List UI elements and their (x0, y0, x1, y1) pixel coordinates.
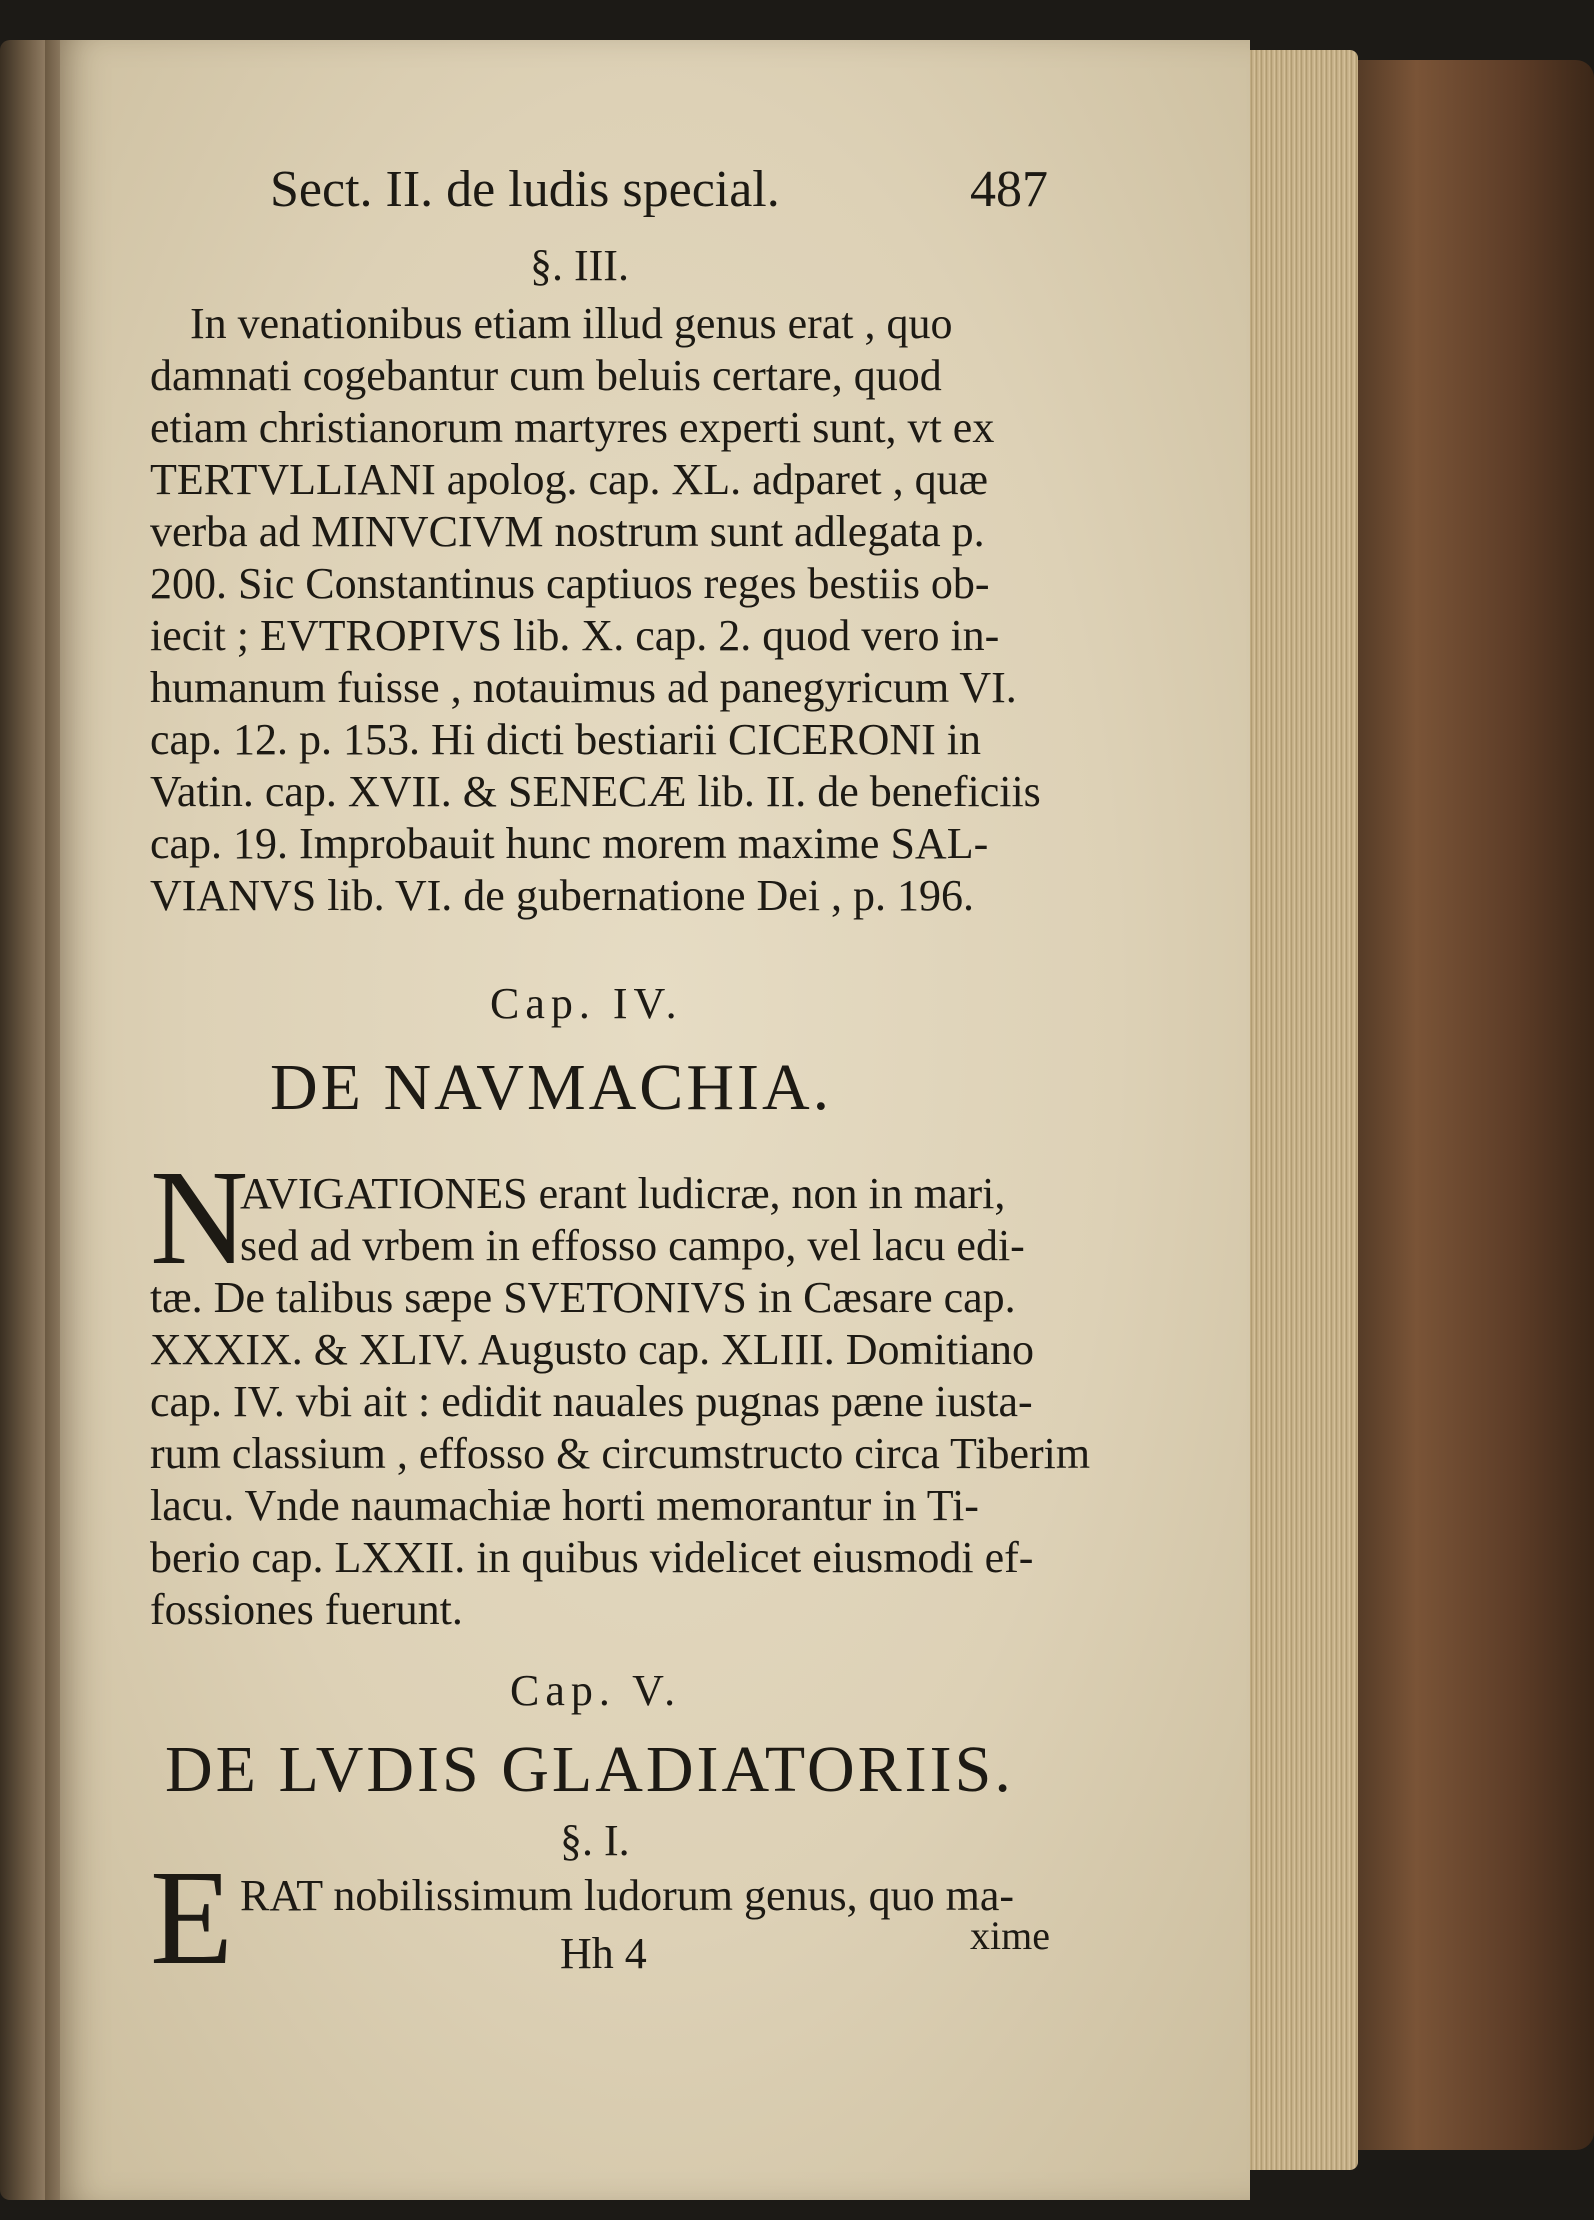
text-line: AVIGATIONES erant ludicræ, non in mari, (240, 1169, 1006, 1218)
page-number: 487 (970, 161, 1048, 218)
text-line: damnati cogebantur cum beluis certare, quod (150, 351, 942, 400)
text-line: rum classium , effosso & circumstructo circa Tiberim (150, 1429, 1091, 1478)
text-line: humanum fuisse , notauimus ad panegyricum VI. (150, 663, 1017, 712)
chapter-5-title: DE LVDIS GLADIATORIIS. (165, 1733, 1014, 1806)
text-line: XXXIX. & XLIV. Augusto cap. XLIII. Domitiano (150, 1325, 1034, 1374)
section-mark: §. III. (530, 241, 629, 290)
chapter-5-label: Cap. V. (510, 1666, 682, 1715)
text-line: In venationibus etiam illud genus erat , quo (190, 299, 953, 348)
text-line: verba ad MINVCIVM nostrum sunt adlegata p. (150, 507, 985, 556)
text-line: cap. 19. Improbauit hunc morem maxime SAL- (150, 819, 989, 868)
book-cover-edge (1340, 60, 1594, 2150)
text-line: iecit ; EVTROPIVS lib. X. cap. 2. quod vero in- (150, 611, 1000, 660)
text-line: lacu. Vnde naumachiæ horti memorantur in Ti- (150, 1481, 979, 1530)
book-page (60, 40, 1250, 2200)
catchword: xime (970, 1913, 1050, 1958)
text-line: 200. Sic Constantinus captiuos reges bestiis ob- (150, 559, 990, 608)
signature-mark: Hh 4 (560, 1929, 647, 1978)
text-line: berio cap. LXXII. in quibus videlicet eiusmodi ef- (150, 1533, 1034, 1582)
page-edges (1238, 50, 1358, 2170)
drop-cap-e: E (150, 1843, 234, 1993)
text-line: fossiones fuerunt. (150, 1585, 463, 1634)
chapter-5-section-mark: §. I. (560, 1816, 630, 1865)
running-head: Sect. II. de ludis special. (270, 161, 780, 218)
text-line: VIANVS lib. VI. de gubernatione Dei , p. 196. (150, 871, 975, 920)
text-line: RAT nobilissimum ludorum genus, quo ma- (240, 1871, 1015, 1920)
text-line: TERTVLLIANI apolog. cap. XL. adparet , quæ (150, 455, 988, 504)
text-line: cap. IV. vbi ait : edidit nauales pugnas pæne iusta- (150, 1377, 1033, 1426)
text-line: Vatin. cap. XVII. & SENECÆ lib. II. de beneficiis (150, 767, 1041, 816)
chapter-4-label: Cap. IV. (490, 979, 683, 1028)
text-line: cap. 12. p. 153. Hi dicti bestiarii CICERONI in (150, 715, 981, 764)
text-line: etiam christianorum martyres experti sunt, vt ex (150, 403, 995, 452)
text-line: sed ad vrbem in effosso campo, vel lacu edi- (240, 1221, 1025, 1270)
drop-cap-n: N (150, 1143, 249, 1293)
text-line: tæ. De talibus sæpe SVETONIVS in Cæsare cap. (150, 1273, 1016, 1322)
chapter-4-title: DE NAVMACHIA. (270, 1051, 833, 1124)
